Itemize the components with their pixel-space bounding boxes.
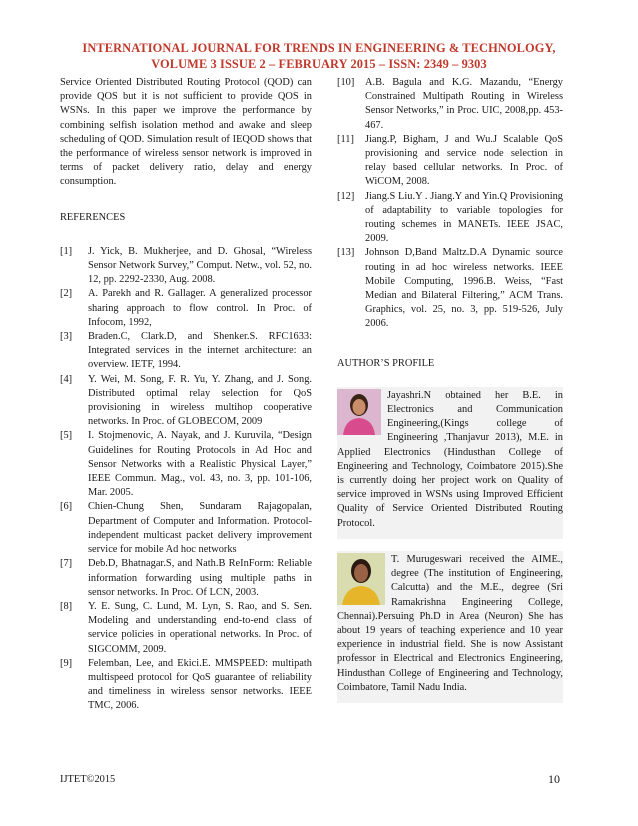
reference-number: [10] xyxy=(337,77,355,88)
reference-number: [13] xyxy=(337,247,355,259)
references-list xyxy=(60,245,312,714)
reference-text: Felemban, Lee, and Ekici.E. MMSPEED: multipath multispeed protocol for QoS guarantee of reliability and timeliness in wireless sensor networks. IEEE TMC, 2006. xyxy=(88,657,312,712)
reference-number: [9] xyxy=(60,657,73,669)
reference-item xyxy=(337,76,563,133)
author-bio: Jayashri.N obtained her B.E. in Electronics and Communication Engineering,(Kings college of Engineering ,Thanjavur 2013), M.E. in Applied Electronics (Hindusthan College of Engineering and Technology, Coimbatore 2015).She is currently doing her project work on Quality of service improved in WSNs using Improved Efficient Quality of Service Oriented Distributed Routing Protocol. xyxy=(337,389,563,529)
left-column xyxy=(60,76,312,714)
reference-item xyxy=(60,287,312,330)
reference-item xyxy=(60,429,312,500)
author-photo xyxy=(337,389,381,435)
reference-text: Johnson D,Band Maltz.D.A Dynamic source routing in ad hoc wireless networks. IEEE Mobile Computing, 1996.B. Weiss, “Fast Median and Bilateral Filtering,” ACM Trans. Graphics, vol. 25, no. 3, pp. 519-526, July 2006. xyxy=(365,247,563,330)
reference-item xyxy=(337,246,563,331)
conclusion-paragraph: Service Oriented Distributed Routing Protocol (QOD) can provide QOS but it is not sufficient to provide QOS in WSNs. In this paper we improve the performance by combining selfish isolation method and awake and sleep scheduling of QOD. Simulation result of IEQOD shows that the performance of wireless sensor network is improved in terms of packet delivery ratio, delay and energy consumption. xyxy=(60,77,312,188)
reference-item xyxy=(337,133,563,190)
reference-item xyxy=(60,500,312,557)
portrait-icon xyxy=(337,389,381,435)
author-profile-murugeswari xyxy=(337,551,563,703)
reference-text: Y. E. Sung, C. Lund, M. Lyn, S. Rao, and S. Sen. Modeling and understanding end-to-end class of service policies in operational networks. In Proc. of SIGCOMM, 2009. xyxy=(88,600,312,655)
author-bio: T. Murugeswari received the AIME., degree (The institution of Engineering, Calcutta) and the M.E., degree (Sri Ramakrishna Engineering College, Chennai).Persuing Ph.D in Area (Neuron) She has about 19 years of teaching experience and 10 year experience in industrial field. She is now Assistant professor in Electrical and Electronics Engineering, Hindusthan College of Engineering and Technology, Coimbatore, Tamil Nadu India. xyxy=(337,553,563,693)
references-list-continued xyxy=(337,76,563,332)
journal-header xyxy=(40,40,598,72)
reference-number: [1] xyxy=(60,245,73,257)
page-number: 10 xyxy=(548,772,560,786)
author-photo xyxy=(337,553,385,605)
reference-text: Deb.D, Bhatnagar.S, and Nath.B ReInForm: Reliable information forwarding using multiple paths in sensor networks. In Proc. Of LCN, 2003. xyxy=(88,558,312,598)
reference-item xyxy=(60,600,312,657)
reference-number: [2] xyxy=(60,288,73,300)
reference-number: [12] xyxy=(337,190,355,202)
authors-profile-heading: AUTHOR’S PROFILE xyxy=(337,357,435,369)
reference-text: I. Stojmenovic, A. Nayak, and J. Kuruvila, “Design Guidelines for Routing Protocols in Ad Hoc and Sensor Networks with a Realistic Physical Layer,” IEEE Commun. Mag., vol. 43, no. 3, pp. 101-106, Mar. 2005. xyxy=(88,430,312,499)
reference-text: A. Parekh and R. Gallager. A generalized processor sharing approach to flow control. In Proc. of Infocom, 1992, xyxy=(88,288,312,328)
reference-text: Y. Wei, M. Song, F. R. Yu, Y. Zhang, and J. Song. Distributed optimal relay selection for QoS provisioning in wireless multihop cooperative networks. In Proc. of GLOBECOM, 2009 xyxy=(88,373,312,428)
author-profile-jayashri xyxy=(337,387,563,539)
reference-item xyxy=(337,190,563,247)
reference-text: Braden.C, Clark.D, and Shenker.S. RFC1633: Integrated services in the internet architecture: an overview. IETF, 1994. xyxy=(88,331,312,371)
right-column xyxy=(337,76,563,715)
journal-header-line2: VOLUME 3 ISSUE 2 – FEBRUARY 2015 – ISSN: 2349 – 9303 xyxy=(151,57,487,71)
footer-copyright: IJTET©2015 xyxy=(60,774,116,785)
reference-number: [4] xyxy=(60,373,73,385)
reference-number: [7] xyxy=(60,558,73,570)
reference-number: [8] xyxy=(60,600,73,612)
journal-header-line1: INTERNATIONAL JOURNAL FOR TRENDS IN ENGINEERING & TECHNOLOGY, xyxy=(82,41,556,55)
reference-text: J. Yick, B. Mukherjee, and D. Ghosal, “Wireless Sensor Network Survey,” Comput. Netw., vol. 52, no. 12, pp. 2292-2330, Aug. 2008. xyxy=(88,245,312,286)
references-heading: REFERENCES xyxy=(60,211,126,223)
reference-number: [5] xyxy=(60,430,73,442)
reference-number: [11] xyxy=(337,133,354,145)
reference-text: Jiang.P, Bigham, J and Wu.J Scalable QoS provisioning and service node selection in relay based cellular networks. In Proc. of WiCOM, 2008. xyxy=(365,133,563,188)
reference-text: A.B. Bagula and K.G. Mazandu, “Energy Constrained Multipath Routing in Wireless Sensor Networks,” in Proc. UIC, 2008,pp. 453-467. xyxy=(365,77,563,131)
reference-number: [3] xyxy=(60,331,73,343)
reference-item xyxy=(60,373,312,430)
reference-item xyxy=(60,330,312,373)
reference-text: Jiang.S Liu.Y . Jiang.Y and Yin.Q Provisioning of adaptability to variable topologies for routing schemes in MANETs. IEEE JSAC, 2009. xyxy=(365,190,563,245)
reference-number: [6] xyxy=(60,501,73,513)
reference-item xyxy=(60,557,312,600)
reference-item xyxy=(60,245,312,288)
reference-item xyxy=(60,657,312,714)
portrait-icon xyxy=(337,553,385,605)
reference-text: Chien-Chung Shen, Sundaram Rajagopalan, Department of Computer and Information. Protocol-independent multicast packet delivery improvement service for mobile Ad hoc networks xyxy=(88,501,312,556)
